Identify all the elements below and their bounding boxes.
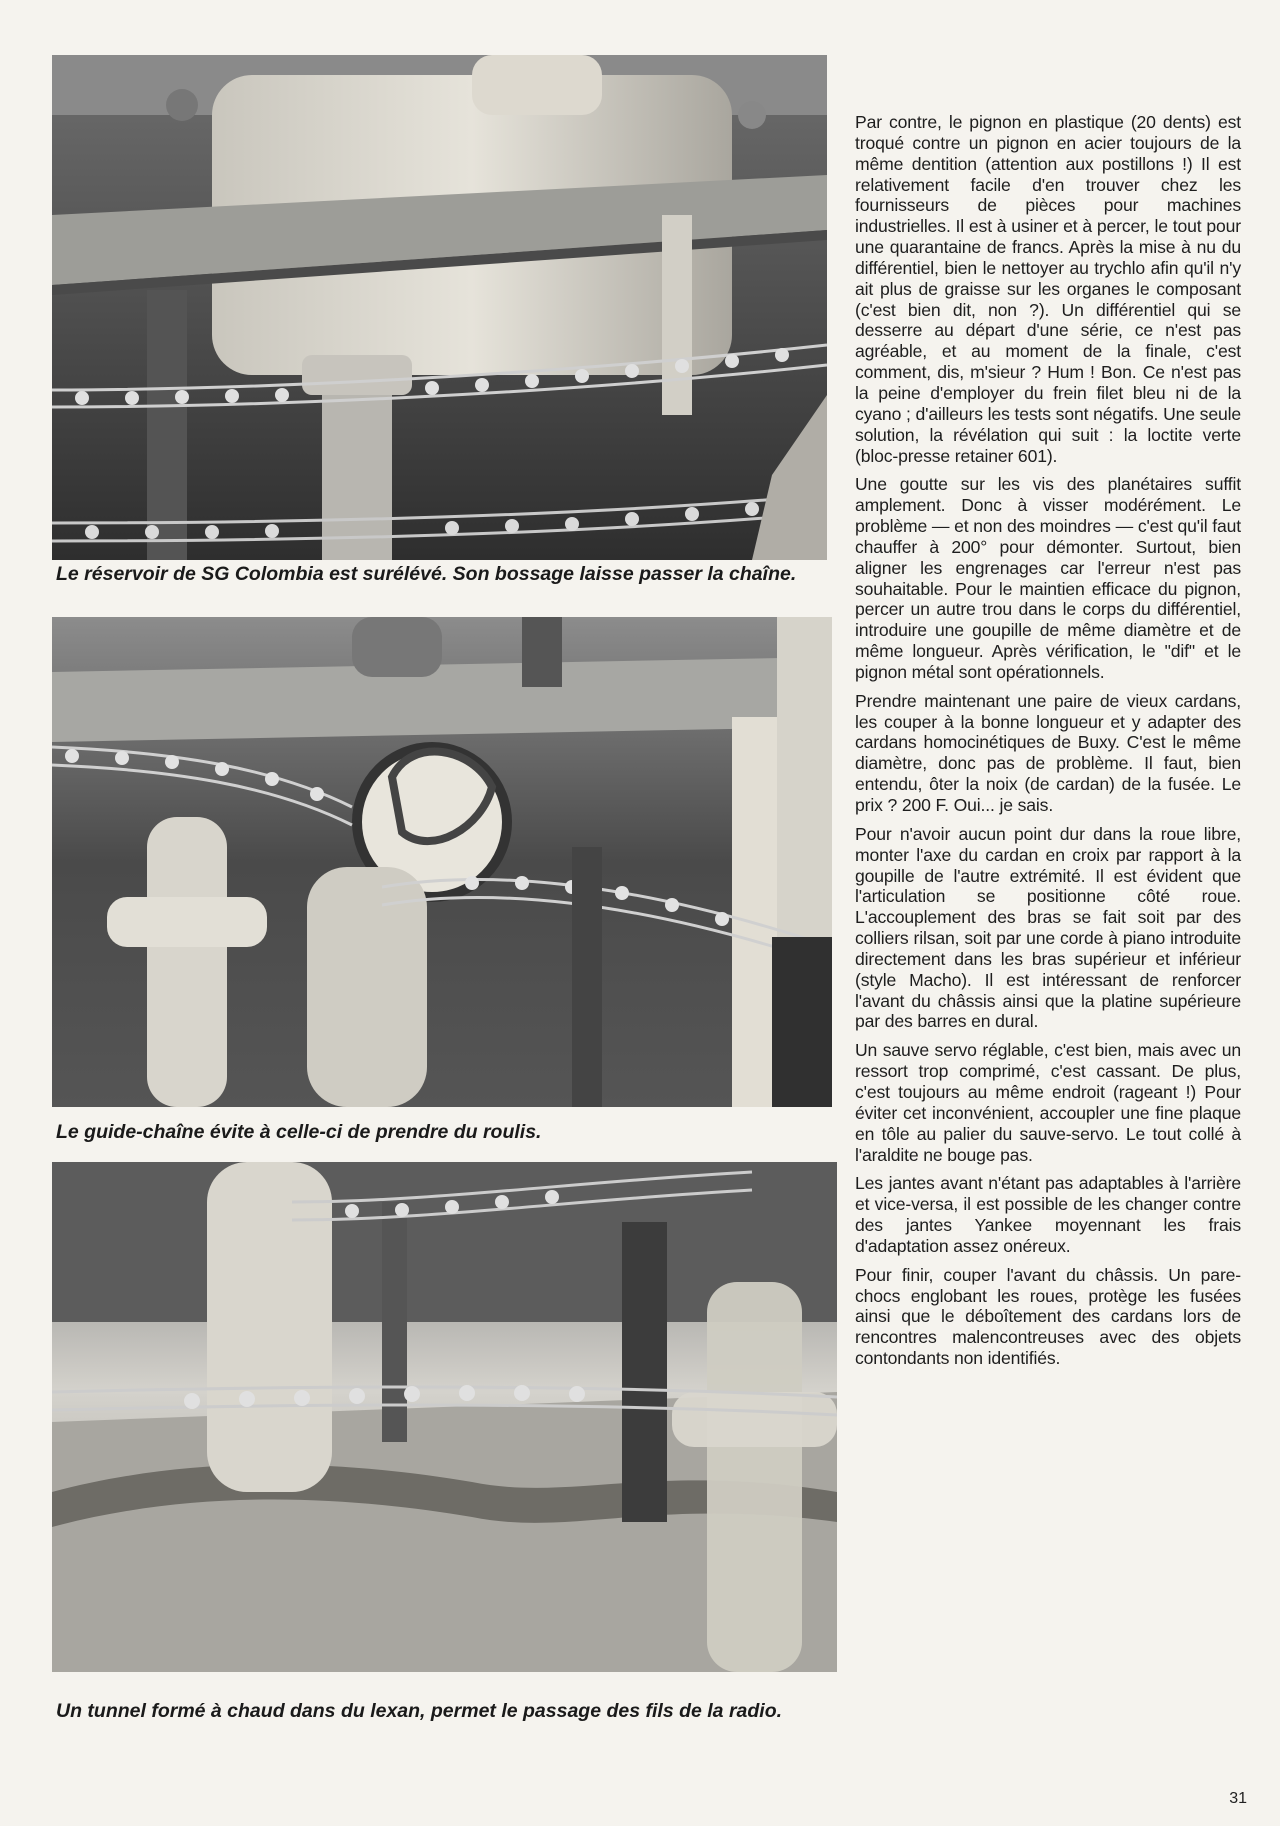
photo-caption-3: Un tunnel formé à chaud dans du lexan, permet le passage des fils de la radio. [56, 1700, 783, 1722]
article-body [855, 112, 1241, 1377]
photo-caption-1: Le réservoir de SG Colombia est surélévé. Son bossage laisse passer la chaîne. [56, 563, 797, 585]
article-paragraph: Une goutte sur les vis des planétaires suffit amplement. Donc à visser modérément. Le problème — et non des moindres — c'est qu'il faut chauffer à 200° pour démonter. Surtout, bien aligner les engrenages car l'erreur n'est pas souhaitable. Pour le maintien efficace du pignon, percer un autre trou dans le corps du différentiel, introduire une goupille de même diamètre et de même longueur. Après vérification, le "dif" et le pignon métal sont opérationnels. [855, 474, 1241, 682]
page-number: 31 [1229, 1790, 1247, 1807]
photo-fuel-tank-image [52, 55, 827, 560]
photo-lexan-tunnel [52, 1162, 837, 1672]
article-paragraph: Par contre, le pignon en plastique (20 dents) est troqué contre un pignon en acier toujours de la même dentition (attention aux postillons !) Il est relativement facile d'en trouver chez les fournisseurs de pièces pour machines industrielles. Il est à usiner et à percer, le tout pour une quarantaine de francs. Après la mise à nu du différentiel, bien le nettoyer au trychlo afin qu'il n'y ait plus de graisse sur les organes le composant (c'est bien dit, non ?). Un différentiel qui se desserre au départ d'une série, ce n'est pas agréable, et au moment de la finale, c'est comment, dis, m'sieur ? Hum ! Bon. Ce n'est pas la peine d'employer du frein filet bleu ni de la cyano ; d'ailleurs les tests sont négatifs. Une seule solution, la révélation qui suit : la loctite verte (bloc-presse retainer 601). [855, 112, 1241, 466]
article-paragraph: Pour finir, couper l'avant du châssis. Un pare-chocs englobant les roues, protège les fusées ainsi que le déboîtement des cardans lors de rencontres malencontreuses avec des objets contondants non identifiés. [855, 1264, 1241, 1369]
photo-chain-guide-image [52, 617, 832, 1107]
photo-chain-guide [52, 617, 832, 1107]
article-paragraph: Un sauve servo réglable, c'est bien, mais avec un ressort trop comprimé, c'est cassant. De plus, c'est toujours au même endroit (rageant !) Pour éviter cet inconvénient, accoupler une fine plaque en tôle au palier du sauve-servo. Le tout collé à l'araldite ne bouge pas. [855, 1040, 1241, 1165]
article-paragraph: Les jantes avant n'étant pas adaptables à l'arrière et vice-versa, il est possible de les changer contre des jantes Yankee moyennant les frais d'adaptation assez onéreux. [855, 1173, 1241, 1256]
article-paragraph: Prendre maintenant une paire de vieux cardans, les couper à la bonne longueur et y adapter des cardans homocinétiques de Buxy. C'est le même diamètre, donc pas de problème. Il faut, bien entendu, ôter la noix (de cardan) de la fusée. Le prix ? 200 F. Oui... je sais. [855, 690, 1241, 815]
photo-lexan-tunnel-image [52, 1162, 837, 1672]
photo-fuel-tank [52, 55, 827, 560]
article-paragraph: Pour n'avoir aucun point dur dans la roue libre, monter l'axe du cardan en croix par rapport à la goupille de l'autre extrémité. Il est évident que l'articulation se positionne côté roue. L'accouplement des bras se fait soit par des colliers rilsan, soit par une corde à piano introduite directement dans les bras supérieur et inférieur (style Macho). Il est intéressant de renforcer l'avant du châssis ainsi que la platine supérieure par des barres en dural. [855, 823, 1241, 1032]
photo-caption-2: Le guide-chaîne évite à celle-ci de prendre du roulis. [56, 1121, 542, 1143]
